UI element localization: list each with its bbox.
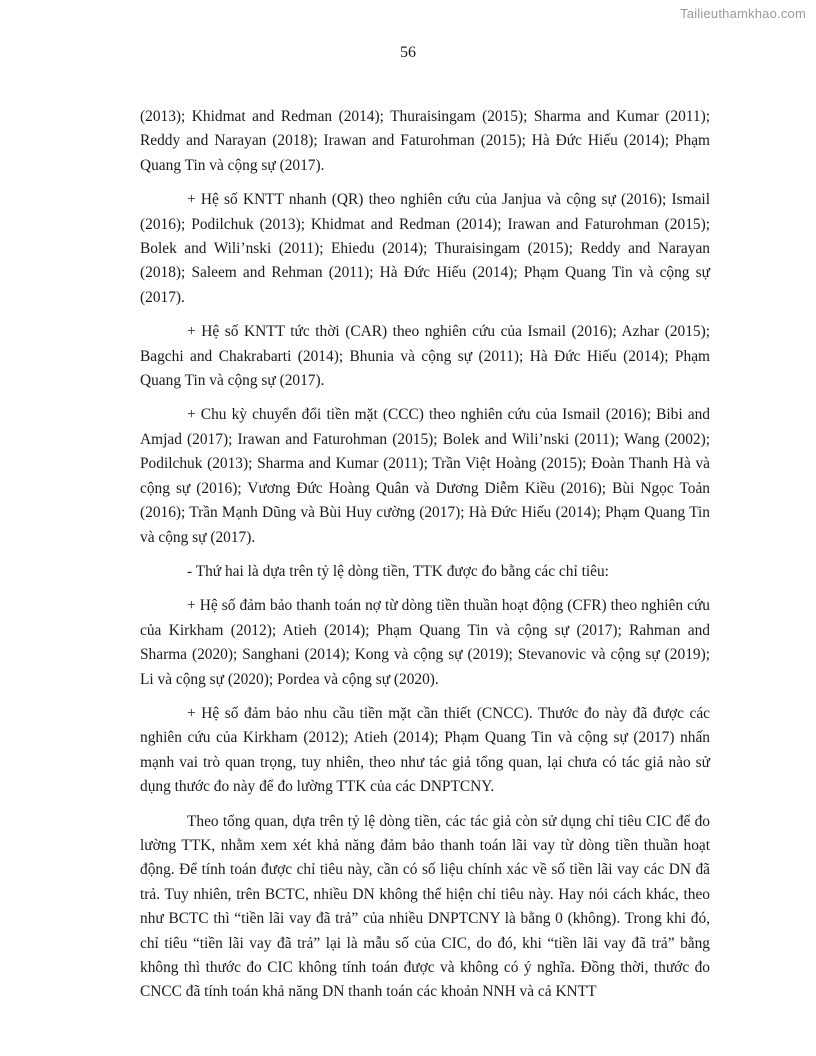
paragraph-car: + Hệ số KNTT tức thời (CAR) theo nghiên cứu của Ismail (2016); Azhar (2015); Bagchi and Chakrabarti (2014); Bhunia và cộng sự (2011); Hà Đức Hiếu (2014); Phạm Quang Tin và cộng sự (2017). [140, 323, 710, 390]
document-body [140, 105, 710, 1015]
paragraph-second-criteria: - Thứ hai là dựa trên tỷ lệ dòng tiền, TTK được đo bằng các chỉ tiêu: [187, 562, 609, 580]
page-number: 56 [400, 44, 416, 61]
paragraph-overview-cic: Theo tổng quan, dựa trên tỷ lệ dòng tiền, các tác giả còn sử dụng chỉ tiêu CIC để đo lường TTK, nhằm xem xét khả năng đảm bảo thanh toán lãi vay từ dòng tiền thuần hoạt động. Để tính toán được chỉ tiêu này, cần có số liệu chính xác về số tiền lãi vay các DN đã trả. Tuy nhiên, trên BCTC, nhiều DN không thể hiện chỉ tiêu này. Hay nói cách khác, theo như BCTC thì “tiền lãi vay đã trả” của nhiều DNPTCNY là bằng 0 (không). Trong khi đó, chỉ tiêu “tiền lãi vay đã trả” lại là mẫu số của CIC, do đó, khi “tiền lãi vay đã trả” bằng không thì thước đo CIC không tính toán được và không có ý nghĩa. Đồng thời, thước đo CNCC đã tính toán khả năng DN thanh toán các khoản NNH và cả KNTT [140, 812, 710, 1001]
watermark-text: Tailieuthamkhao.com [680, 6, 806, 21]
paragraph-cfr: + Hệ số đảm bảo thanh toán nợ từ dòng tiền thuần hoạt động (CFR) theo nghiên cứu của Kirkham (2012); Atieh (2014); Phạm Quang Tin và cộng sự (2017); Rahman and Sharma (2020); Sanghani (2014); Kong và cộng sự (2019); Stevanovic và cộng sự (2019); Li và cộng sự (2020); Pordea và cộng sự (2020). [140, 597, 710, 688]
paragraph-cncc: + Hệ số đảm bảo nhu cầu tiền mặt cần thiết (CNCC). Thước đo này đã được các nghiên cứu của Kirkham (2012); Atieh (2014); Phạm Quang Tin và cộng sự (2017) nhấn mạnh vai trò quan trọng, tuy nhiên, theo như tác giả tổng quan, lại chưa có tác giả nào sử dụng thước đo này để đo lường TTK của các DNPTCNY. [140, 704, 710, 796]
paragraph-ccc: + Chu kỳ chuyển đổi tiền mặt (CCC) theo nghiên cứu của Ismail (2016); Bibi and Amjad (2017); Irawan and Faturohman (2015); Bolek and Wili’nski (2011); Wang (2002); Podilchuk (2013); Sharma and Kumar (2011); Trần Việt Hoàng (2015); Đoàn Thanh Hà và cộng sự (2016); Vương Đức Hoàng Quân và Dương Diễm Kiều (2016); Bùi Ngọc Toản (2016); Trần Mạnh Dũng và Bùi Huy cường (2017); Hà Đức Hiếu (2014); Phạm Quang Tin và cộng sự (2017). [140, 406, 710, 546]
paragraph-continued: (2013); Khidmat and Redman (2014); Thuraisingam (2015); Sharma and Kumar (2011); Reddy and Narayan (2018); Irawan and Faturohman (2015); Hà Đức Hiếu (2014); Phạm Quang Tin và cộng sự (2017). [140, 108, 710, 174]
paragraph-qr: + Hệ số KNTT nhanh (QR) theo nghiên cứu của Janjua và cộng sự (2016); Ismail (2016); Podilchuk (2013); Khidmat and Redman (2014); Irawan and Faturohman (2015); Bolek and Wili’nski (2011); Ehiedu (2014); Thuraisingam (2015); Reddy and Narayan (2018); Saleem and Rehman (2011); Hà Đức Hiếu (2014); Phạm Quang Tin và cộng sự (2017). [140, 191, 710, 306]
